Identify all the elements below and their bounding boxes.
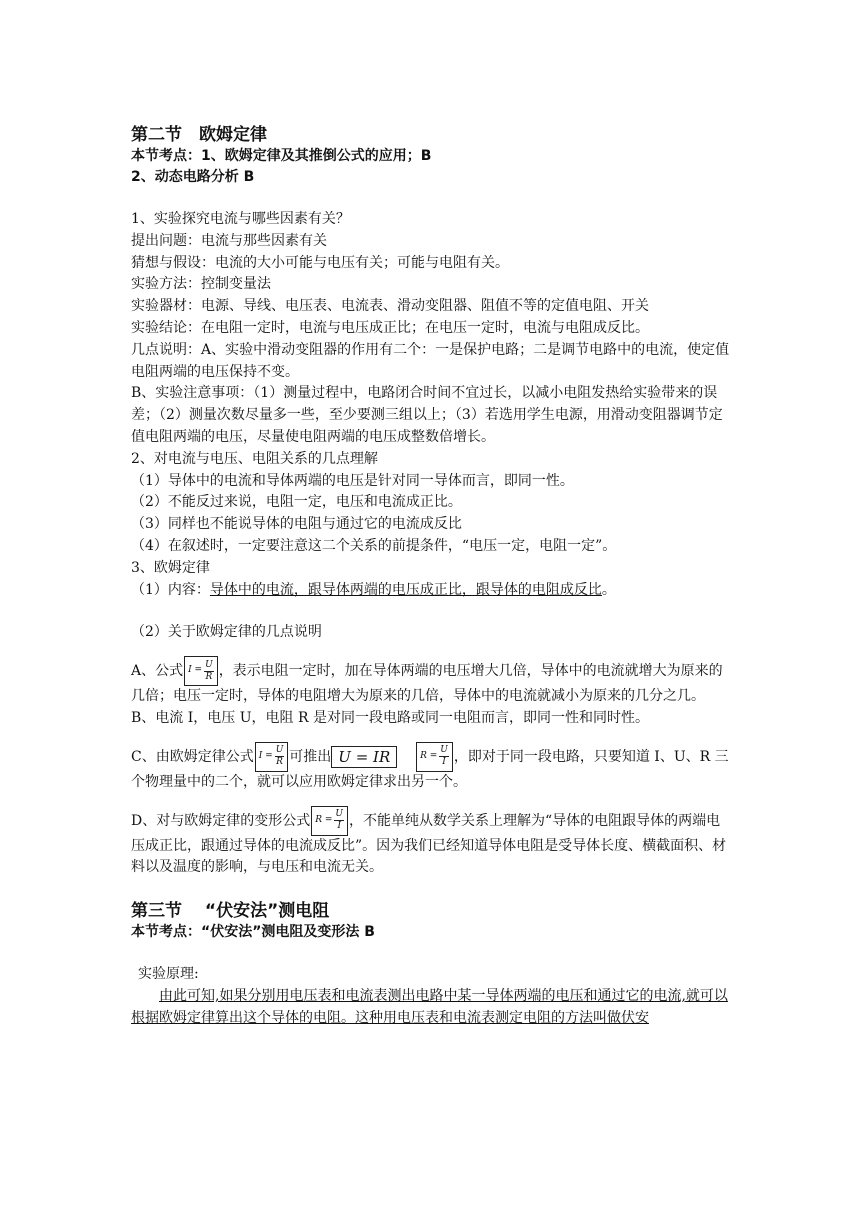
paragraph: 实验结论：在电阻一定时，电流与电压成正比；在电压一定时，电流与电阻成反比。 xyxy=(131,319,649,336)
note-c: C、由欧姆定律公式 I = $\frac{U}{R}$ 可推出 U = IR R = $\frac{U}{I}$ ，即对于同一段电路，只要知道 I、U、R 三个物理量中的二个，就可以应用欧姆定律求出另一个。 xyxy=(131,742,731,794)
ohm-law-content: （1）内容：导体中的电流，跟导体两端的电压成正比，跟导体的电阻成反比。 xyxy=(131,581,616,598)
section-3-title: 第三节 “伏安法”测电阻 xyxy=(131,901,330,922)
paragraph: 1、实验探究电流与哪些因素有关？ xyxy=(131,211,350,227)
paragraph: 实验器材：电源、导线、电压表、电流表、滑动变阻器、阻值不等的定值电阻、开关 xyxy=(131,298,649,315)
formula-r-u-i: R = $\frac{U}{I}$ xyxy=(416,742,453,772)
section-2-kaodian-1: 本节考点：1、欧姆定律及其推倒公式的应用；B xyxy=(131,148,432,164)
paragraph: （3）同样也不能说导体的电阻与通过它的电流成反比 xyxy=(131,516,462,533)
paragraph: B、实验注意事项：（1）测量过程中，电路闭合时间不宜过长，以减小电阻发热给实验带来的误差；（2）测量次数尽量多一些，至少要测三组以上；（3）若选用学生电源，用滑动变阻器调节定值电阻两端的电压，尽量使电阻两端的电压成整数倍增长。 xyxy=(131,385,723,445)
paragraph: 提出问题：电流与那些因素有关 xyxy=(131,232,327,249)
paragraph: （4）在叙述时，一定要注意这二个关系的前提条件，“电压一定，电阻一定”。 xyxy=(131,537,617,554)
paragraph: 实验方法：控制变量法 xyxy=(131,276,271,293)
paragraph: （2）不能反过来说，电阻一定，电压和电流成正比。 xyxy=(131,494,462,511)
paragraph: （1）导体中的电流和导体两端的电压是针对同一导体而言，即同一性。 xyxy=(131,472,574,489)
section-3-kaodian: 本节考点：“伏安法”测电阻及变形法 B xyxy=(131,924,375,941)
paragraph: 2、对电流与电压、电阻关系的几点理解 xyxy=(131,450,378,467)
formula-i-u-r: I = $\frac{U}{R}$ xyxy=(255,742,289,772)
formula-u-ir: U = IR xyxy=(331,746,397,768)
formula-r-u-i: R = $\frac{U}{I}$ xyxy=(311,806,348,836)
document-page xyxy=(131,124,731,1030)
note-d: D、对与欧姆定律的变形公式 R = $\frac{U}{I}$ ，不能单纯从数学关系上理解为“导体的电阻跟导体的两端电压成正比，跟通过导体的电流成反比”。因为我们已经知道导体电阻是受导体长度、横截面积、材料以及温度的影响，与电压和电流无关。 xyxy=(131,806,731,880)
paragraph: 猜想与假设：电流的大小可能与电压有关；可能与电阻有关。 xyxy=(131,254,509,271)
paragraph: 3、欧姆定律 xyxy=(131,559,210,576)
note-b: B、电流 I，电压 U，电阻 R 是对同一段电路或同一电阻而言，即同一性和同时性。 xyxy=(131,709,649,726)
paragraph: （2）关于欧姆定律的几点说明 xyxy=(131,624,322,641)
section-2-title: 第二节 欧姆定律 xyxy=(131,125,267,145)
paragraph: 几点说明：A、实验中滑动变阻器的作用有二个：一是保护电路；二是调节电路中的电流，使定值电阻两端的电压保持不变。 xyxy=(131,341,730,380)
paragraph: 实验原理: xyxy=(138,966,199,983)
section-2-kaodian-2: 2、动态电路分析 B xyxy=(131,169,255,185)
ohm-law-statement: 导体中的电流，跟导体两端的电压成正比，跟导体的电阻成反比 xyxy=(209,581,602,598)
note-a: A、公式 I = $\frac{U}{R}$ ，表示电阻一定时，加在导体两端的电压增大几倍，导体中的电流就增大为原来的几倍；电压一定时，导体的电阻增大为原来的几倍，导体中的电流就减小为原来的几分之几。 xyxy=(131,656,731,708)
formula-i-u-r: I = $\frac{U}{R}$ xyxy=(184,656,218,686)
principle-paragraph: 由此可知,如果分别用电压表和电流表测出电路中某一导体两端的电压和通过它的电流,就可以根据欧姆定律算出这个导体的电阻。这种用电压表和电流表测定电阻的方法叫做伏安 xyxy=(131,987,728,1026)
